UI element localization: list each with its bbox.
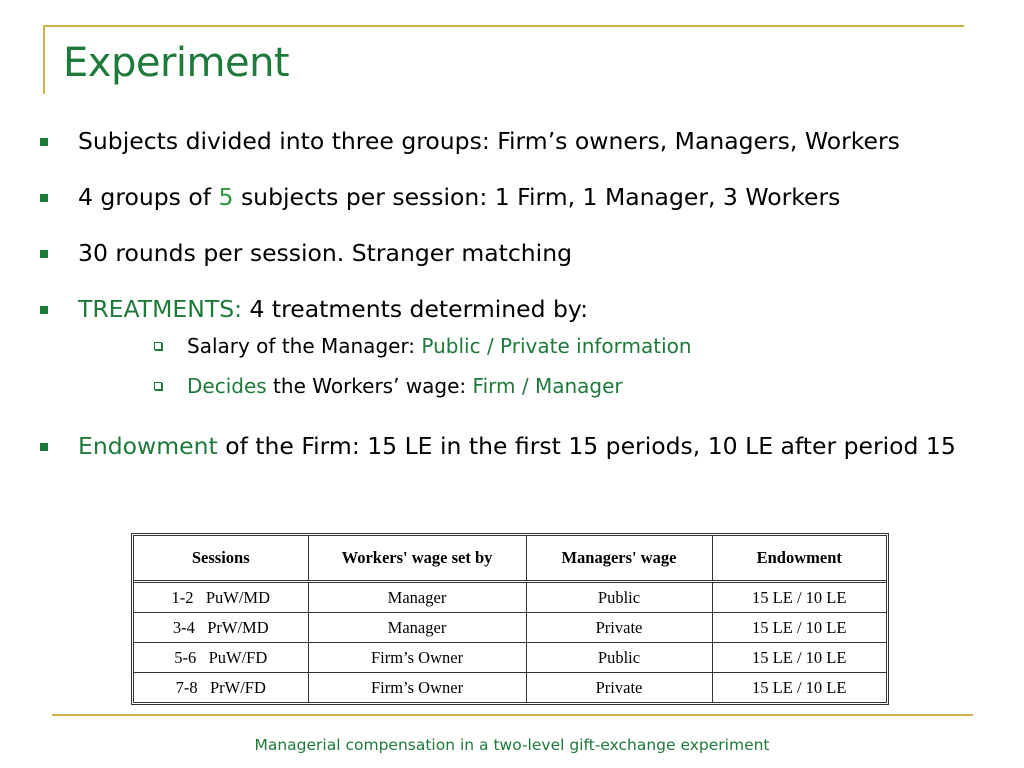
table-cell: Firm’s Owner <box>308 673 526 703</box>
highlight-text: 5 <box>218 183 234 211</box>
hollow-square-bullet-icon <box>154 382 162 390</box>
bullet-text: subjects per session: 1 Firm, 1 Manager, 3 Workers <box>233 183 841 211</box>
table-cell: Public <box>526 582 712 613</box>
left-accent-line <box>43 25 45 94</box>
bullet-item <box>40 293 1000 326</box>
table-cell: Private <box>526 673 712 703</box>
table-cell: 15 LE / 10 LE <box>712 643 886 673</box>
table-cell: 7-8 PrW/FD <box>134 673 308 703</box>
highlight-text: Firm / Manager <box>472 374 623 398</box>
footer-text: Managerial compensation in a two-level gift-exchange experiment <box>254 736 770 754</box>
sub-bullet-item <box>150 332 1000 360</box>
top-accent-line <box>43 25 964 27</box>
bullet-item <box>40 430 1000 463</box>
bottom-accent-line <box>52 714 973 716</box>
bullet-list <box>40 125 1000 486</box>
bullet-item <box>40 125 1000 158</box>
table-cell: Public <box>526 643 712 673</box>
square-bullet-icon <box>40 443 48 451</box>
table-cell: 15 LE / 10 LE <box>712 582 886 613</box>
treatments-table <box>131 533 889 705</box>
table-cell: 3-4 PrW/MD <box>134 613 308 643</box>
square-bullet-icon <box>40 194 48 202</box>
table-row <box>134 613 886 643</box>
column-header: Endowment <box>712 536 886 582</box>
highlight-text: Public / Private information <box>421 334 692 358</box>
table-cell: 1-2 PuW/MD <box>134 582 308 613</box>
hollow-square-bullet-icon <box>154 342 162 350</box>
sub-bullet-text: the Workers’ wage: <box>266 374 473 398</box>
table-cell: Manager <box>308 582 526 613</box>
column-header: Workers' wage set by <box>308 536 526 582</box>
table-cell: Private <box>526 613 712 643</box>
table-cell: 5-6 PuW/FD <box>134 643 308 673</box>
square-bullet-icon <box>40 250 48 258</box>
table-row <box>134 643 886 673</box>
highlight-text: Decides <box>187 374 267 398</box>
highlight-text: Endowment <box>78 432 218 460</box>
highlight-text: TREATMENTS: <box>78 295 243 323</box>
bullet-text: 4 treatments determined by: <box>242 295 589 323</box>
square-bullet-icon <box>40 138 48 146</box>
table-cell: Firm’s Owner <box>308 643 526 673</box>
square-bullet-icon <box>40 306 48 314</box>
bullet-item <box>40 181 1000 214</box>
column-header: Managers' wage <box>526 536 712 582</box>
bullet-text: Subjects divided into three groups: Firm’s owners, Managers, Workers <box>78 127 900 155</box>
bullet-item <box>40 237 1000 270</box>
sub-bullet-text: Salary of the Manager: <box>187 334 422 358</box>
bullet-text: 4 groups of <box>78 183 219 211</box>
slide-title: Experiment <box>63 40 290 86</box>
table-header-row <box>134 536 886 582</box>
table-cell: 15 LE / 10 LE <box>752 677 847 697</box>
table-cell: 15 LE / 10 LE <box>712 613 886 643</box>
table-cell: Manager <box>308 613 526 643</box>
column-header: Sessions <box>134 536 308 582</box>
table-row <box>134 673 886 703</box>
bullet-text: of the Firm: 15 LE in the first 15 periods, 10 LE after period 15 <box>217 432 956 460</box>
bullet-text: 30 rounds per session. Stranger matching <box>78 239 573 267</box>
table-row <box>134 582 886 613</box>
sub-bullet-item <box>150 372 1000 400</box>
